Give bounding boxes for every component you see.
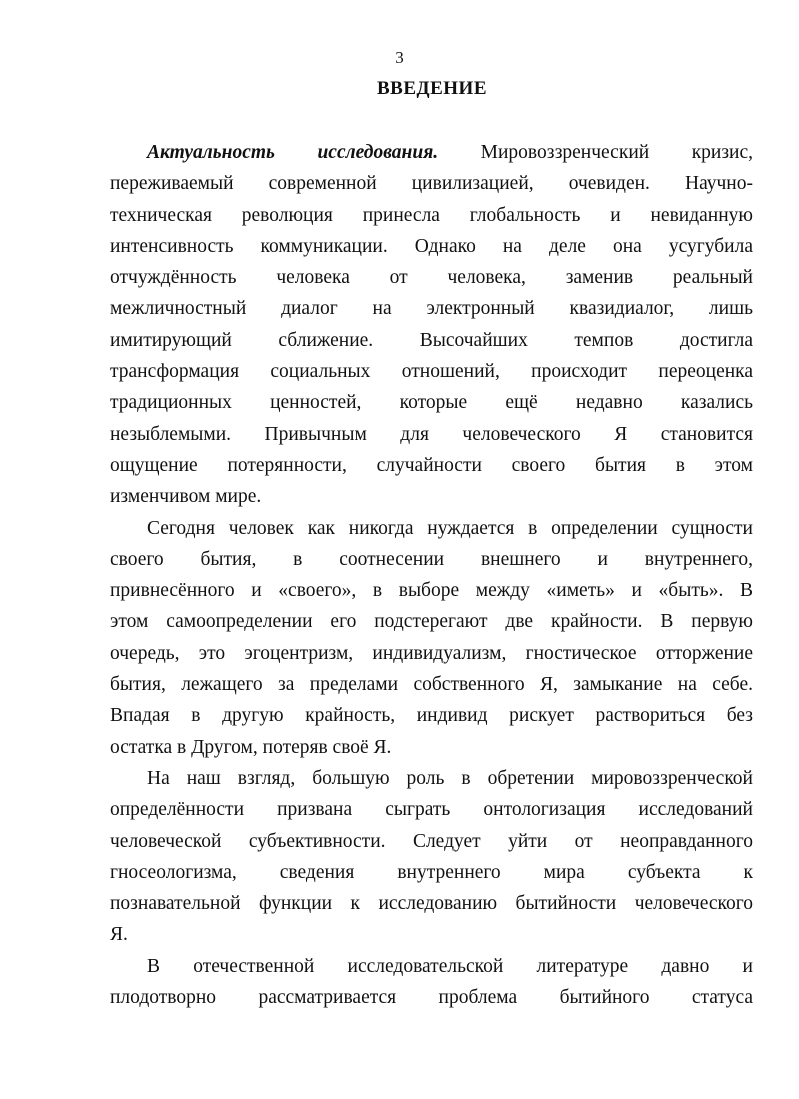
body-text <box>110 137 753 1013</box>
paragraph-line: техническая революция принесла глобальность и невиданную <box>110 204 753 226</box>
paragraph-line: отчуждённость человека от человека, заменив реальный <box>110 267 753 289</box>
paragraph-line: незыблемыми. Привычным для человеческого Я становится <box>110 423 753 445</box>
paragraph-line: Актуальность исследования. Мировоззренческий кризис, <box>147 142 753 163</box>
paragraph-line: В отечественной исследовательской литературе давно и <box>147 955 753 977</box>
paragraph-line: гносеологизма, сведения внутреннего мира субъекта к <box>110 861 753 883</box>
paragraph-line: познавательной функции к исследованию бытийности человеческого <box>110 893 753 915</box>
paragraph-line: Впадая в другую крайность, индивид рискует раствориться без <box>110 705 753 727</box>
paragraph-line: На наш взгляд, большую роль в обретении мировоззренческой <box>147 767 753 789</box>
paragraph-line: интенсивность коммуникации. Однако на деле она усугубила <box>110 235 753 257</box>
paragraph-line: очередь, это эгоцентризм, индивидуализм, гностическое отторжение <box>110 642 753 664</box>
paragraph-line: плодотворно рассматривается проблема бытийного статуса <box>110 987 753 1009</box>
paragraph-line: бытия, лежащего за пределами собственного Я, замыкание на себе. <box>110 674 753 696</box>
paragraph-line: своего бытия, в соотнесении внешнего и внутреннего, <box>110 548 753 570</box>
paragraph-line: привнесённого и «своего», в выборе между «иметь» и «быть». В <box>110 580 753 602</box>
paragraph-line: переживаемый современной цивилизацией, очевиден. Научно- <box>110 173 753 195</box>
paragraph-line: Я. <box>110 924 128 946</box>
paragraph-relevance <box>110 137 753 513</box>
paragraph-line: человеческой субъективности. Следует уйти от неоправданного <box>110 830 753 852</box>
paragraph-line: остатка в Другом, потеряв своё Я. <box>110 736 392 758</box>
paragraph-line: изменчивом мире. <box>110 486 262 508</box>
paragraph-line: этом самоопределении его подстерегают две крайности. В первую <box>110 611 753 633</box>
paragraph-line: Сегодня человек как никогда нуждается в определении сущности <box>147 517 753 539</box>
paragraph-lead: Актуальность исследования. <box>147 142 439 163</box>
section-title: ВВЕДЕНИЕ <box>377 78 487 99</box>
paragraph-line: традиционных ценностей, которые ещё недавно казались <box>110 392 753 414</box>
paragraph-literature <box>110 951 753 1014</box>
paragraph-line: межличностный диалог на электронный квазидиалог, лишь <box>110 298 753 320</box>
paragraph-self-determination <box>110 513 753 763</box>
page-number: 3 <box>395 48 404 67</box>
paragraph-line: ощущение потерянности, случайности своего бытия в этом <box>110 454 753 476</box>
paragraph-ontologization <box>110 763 753 951</box>
paragraph-line: трансформация социальных отношений, происходит переоценка <box>110 361 753 383</box>
paragraph-line: определённости призвана сыграть онтологизация исследований <box>110 799 753 821</box>
paragraph-line: имитирующий сближение. Высочайших темпов достигла <box>110 329 753 351</box>
